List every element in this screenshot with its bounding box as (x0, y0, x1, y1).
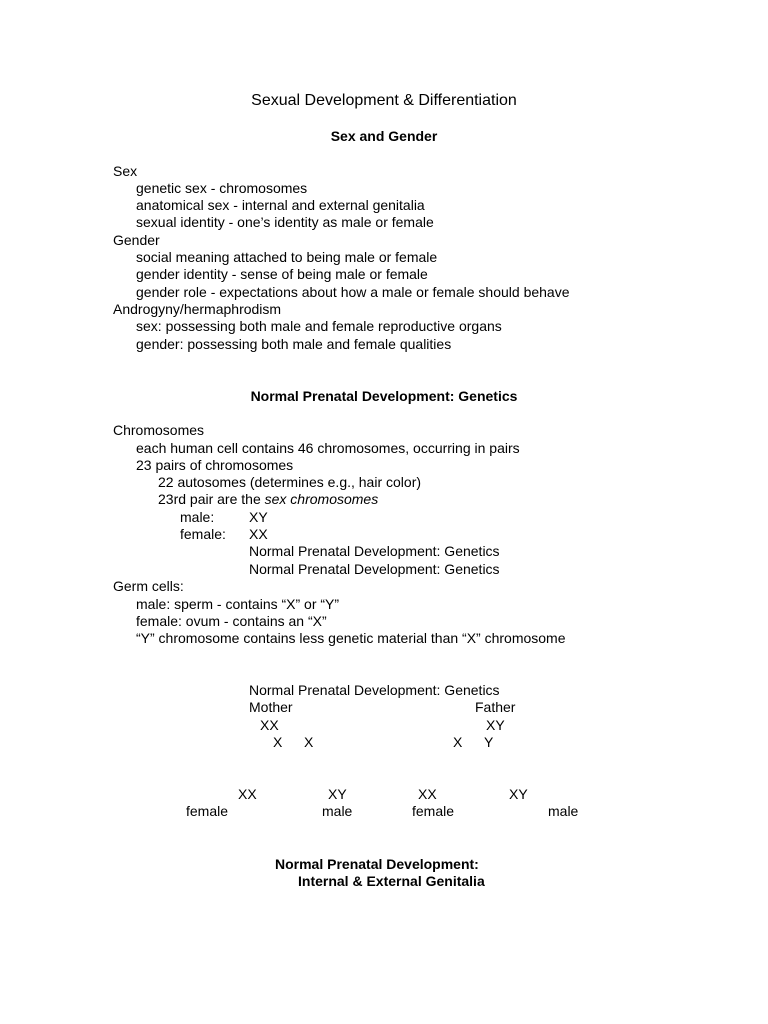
section-heading-sex-gender: Sex and Gender (330, 128, 438, 144)
term-germ-cells: Germ cells: (113, 578, 184, 594)
section-heading-genetics: Normal Prenatal Development: Genetics (250, 388, 518, 404)
list-item: sex: possessing both male and female reproductive organs (136, 318, 502, 334)
offspring-sex: male (322, 803, 353, 819)
list-item: female: ovum - contains an “X” (136, 613, 327, 629)
sex-chromosomes-prefix: 23rd pair are the (158, 491, 265, 507)
diagram-heading: Normal Prenatal Development: Genetics (249, 682, 500, 698)
list-item: gender role - expectations about how a male or female should behave (136, 284, 570, 300)
offspring-genotype: XX (418, 786, 437, 802)
mother-label: Mother (249, 699, 293, 715)
father-genotype: XY (486, 717, 505, 733)
offspring-sex: male (548, 803, 579, 819)
section-heading-genitalia-1: Normal Prenatal Development: (275, 856, 479, 872)
term-chromosomes: Chromosomes (113, 422, 205, 438)
term-gender: Gender (113, 232, 160, 248)
term-sex: Sex (113, 163, 138, 179)
male-value: XY (249, 509, 268, 525)
list-item: gender: possessing both male and female qualities (136, 336, 452, 352)
offspring-genotype: XX (238, 786, 257, 802)
term-androgyny: Androgyny/hermaphrodism (113, 301, 282, 317)
list-item: gender identity - sense of being male or female (136, 266, 428, 282)
list-item: male: sperm - contains “X” or “Y” (136, 596, 340, 612)
offspring-genotype: XY (509, 786, 528, 802)
mother-gamete: X (304, 734, 314, 750)
male-label: male: (180, 509, 215, 525)
list-item: anatomical sex - internal and external genitalia (136, 197, 425, 213)
father-gamete: Y (484, 734, 494, 750)
offspring-genotype: XY (328, 786, 347, 802)
list-item: social meaning attached to being male or female (136, 249, 438, 265)
mother-gamete: X (273, 734, 283, 750)
father-label: Father (475, 699, 516, 715)
list-item: each human cell contains 46 chromosomes, occurring in pairs (136, 440, 520, 456)
offspring-sex: female (412, 803, 455, 819)
list-item: 22 autosomes (determines e.g., hair color) (158, 474, 422, 490)
sex-chromosomes-term: sex chromosomes (264, 491, 379, 507)
mother-genotype: XX (260, 717, 279, 733)
repeated-heading: Normal Prenatal Development: Genetics (249, 561, 500, 577)
list-item (158, 491, 378, 508)
list-item: 23 pairs of chromosomes (136, 457, 294, 473)
document-title: Sexual Development & Differentiation (251, 92, 517, 109)
repeated-heading: Normal Prenatal Development: Genetics (249, 543, 500, 559)
list-item: “Y” chromosome contains less genetic material than “X” chromosome (136, 630, 566, 646)
list-item: sexual identity - one’s identity as male or female (136, 214, 434, 230)
female-label: female: (180, 526, 226, 542)
father-gamete: X (453, 734, 463, 750)
female-value: XX (249, 526, 268, 542)
section-heading-genitalia-2: Internal & External Genitalia (298, 873, 485, 889)
offspring-sex: female (186, 803, 229, 819)
list-item: genetic sex - chromosomes (136, 180, 308, 196)
